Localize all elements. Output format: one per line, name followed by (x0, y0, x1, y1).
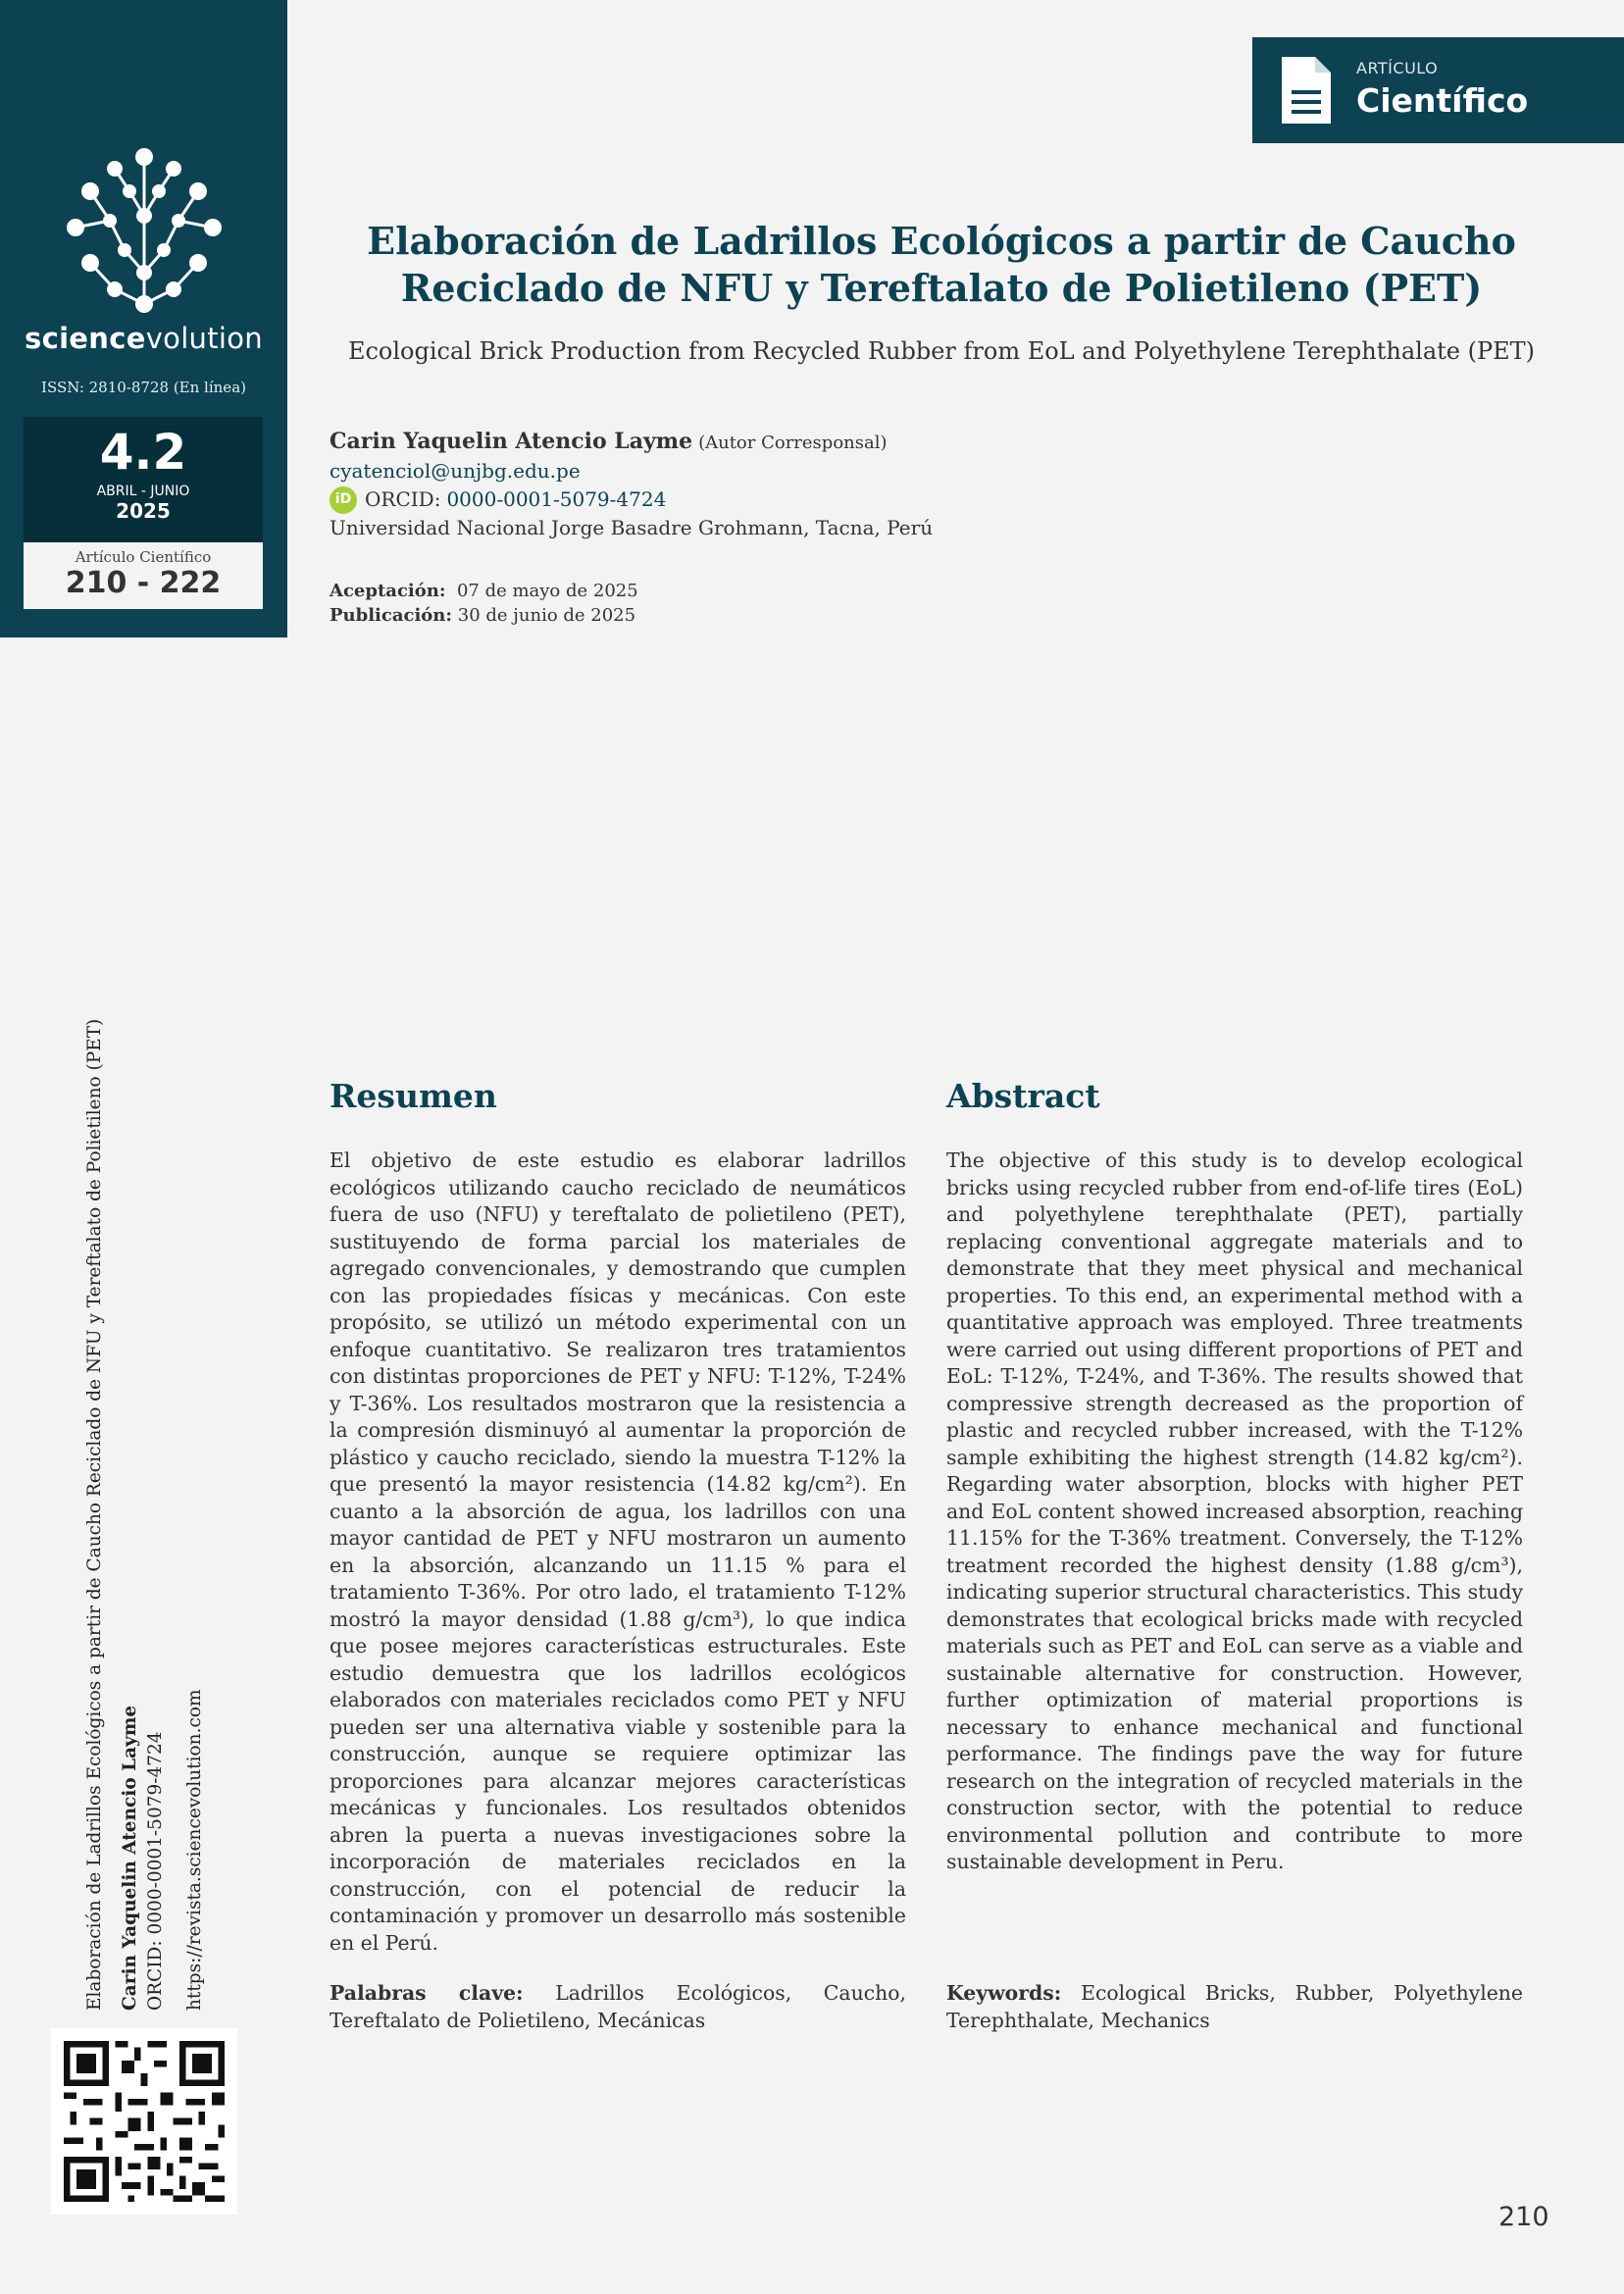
volume-number: 4.2 (99, 424, 187, 481)
page-number: 210 (1498, 2202, 1549, 2232)
author-name: Carin Yaquelin Atencio Layme (330, 429, 693, 454)
article-type-badge (1252, 37, 1624, 143)
orcid-label: ORCID: (365, 487, 441, 511)
page-range: 210 - 222 (65, 566, 222, 600)
side-citation (78, 932, 235, 2011)
volume-period: ABRIL - JUNIO (96, 484, 190, 499)
resumen-keywords (330, 1980, 906, 2034)
article-title (324, 218, 1559, 312)
side-citation-title: Elaboración de Ladrillos Ecológicos a partir de Caucho Reciclado de NFU y Tereftalato de Polietileno (PET) (84, 1018, 105, 2011)
author-affiliation: Universidad Nacional Jorge Basadre Grohmann, Tacna, Perú (330, 516, 934, 539)
title-line-1: Elaboración de Ladrillos Ecológicos a partir de Caucho (367, 219, 1516, 263)
side-citation-author: Carin Yaquelin Atencio Layme (120, 1705, 140, 2011)
document-icon (1278, 53, 1335, 127)
orcid-row (330, 485, 933, 514)
qr-code-icon[interactable] (51, 2028, 237, 2215)
keywords-label-es: Palabras clave: (330, 1981, 524, 2005)
keywords-es: Ladrillos Ecológicos, Caucho, Tereftalato de Polietileno, Mecánicas (330, 1981, 907, 2032)
abstract-keywords (946, 1980, 1523, 2034)
orcid-icon: iD (330, 486, 357, 514)
article-subtitle: Ecological Brick Production from Recycled Rubber from EoL and Polyethylene Terephthalate (PET) (347, 337, 1536, 365)
author-email-link[interactable]: cyatenciol@unjbg.edu.pe (330, 459, 581, 483)
issn: ISSN: 2810-8728 (En línea) (41, 379, 246, 396)
acceptance-date: 07 de mayo de 2025 (456, 581, 638, 601)
molecule-network-icon (61, 147, 228, 314)
volume-year: 2025 (116, 499, 171, 523)
author-role: (Autor Corresponsal) (698, 433, 888, 453)
publication-date: 30 de junio de 2025 (457, 605, 636, 626)
abstract-text: The objective of this study is to develop ecological bricks using recycled rubber from end-of-life tires (EoL) and polyethylene terephthalate (PET), partially replacing conventional aggregate materials and to demonstrate that they meet physical and mechanical properties. To this end, an experimental method with a quantitative approach was employed. Three treatments were carried out using different proportions of PET and EoL: T-12%, T-24%, and T-36%. The results showed that compressive strength decreased as the proportion of plastic and recycled rubber increased, with the T-12% sample exhibiting the highest strength (14.82 kg/cm²). Regarding water absorption, blocks with higher PET and EoL content showed increased absorption, reaching 11.15% for the T-36% treatment. Conversely, the T-12% treatment recorded the highest density (1.88 g/cm³), indicating superior structural characteristics. This study demonstrates that ecological bricks made with recycled materials such as PET and EoL can serve as a viable and sustainable alternative for construction. However, further optimization of material proportions is necessary to enhance mechanical and functional performance. The findings pave the way for future research on the integration of recycled materials in the construction sector, with the potential to reduce environmental pollution and contribute to more sustainable development in Peru. (946, 1148, 1524, 1873)
article-type-label: Artículo Científico (75, 548, 212, 566)
side-citation-orcid: ORCID: 0000-0001-5079-4724 (145, 1731, 166, 2011)
pages-box (24, 542, 263, 609)
resumen-text: El objetivo de este estudio es elaborar ladrillos ecológicos utilizando caucho reciclado de neumáticos fuera de uso (NFU) y tereftalato de polietileno (PET), sustituyendo de forma parcial los materiales de agregado convencionales, y demostrando que cumplen con las propiedades físicas y mecánicas. Con este propósito, se utilizó un método experimental con un enfoque cuantitativo. Se realizaron tres tratamientos con distintas proporciones de PET y NFU: T-12%, T-24% y T-36%. Los resultados mostraron que la resistencia a la compresión disminuyó al aumentar la proporción de plástico y caucho reciclado, siendo la muestra T-12% la que presentó la mayor resistencia (14.82 kg/cm²). En cuanto a la absorción de agua, los ladrillos con una mayor cantidad de PET y NFU mostraron un aumento en la absorción, alcanzando un 11.15 % para el tratamiento T-36%. Por otro lado, el tratamiento T-12% mostró la mayor densidad (1.88 g/cm³), lo que indica que posee mejores características estructurales. Este estudio demuestra que los ladrillos ecológicos elaborados con materiales reciclados como PET y NFU pueden ser una alternativa viable y sostenible para la construcción, aunque se requiere optimizar las proporciones para alcanzar mejores características mecánicas y funcionales. Los resultados obtenidos abren la puerta a nuevas investigaciones sobre la incorporación de materiales reciclados en la construcción, con el potencial de reducir la contaminación y promover un desarrollo más sostenible en el Perú. (330, 1148, 906, 1955)
author-block (330, 428, 933, 542)
side-citation-url[interactable]: https://revista.sciencevolution.com (184, 1689, 205, 2011)
dates-block (330, 579, 638, 628)
journal-brand: sciencevolution (25, 322, 263, 355)
orcid-link[interactable]: 0000-0001-5079-4724 (446, 487, 667, 511)
abstract-heading: Abstract (946, 1077, 1100, 1115)
badge-label-small: ARTÍCULO (1356, 59, 1439, 77)
keywords-label-en: Keywords: (946, 1981, 1062, 2005)
publication-label: Publicación: (330, 605, 453, 626)
journal-sidebar (0, 0, 287, 637)
resumen-heading: Resumen (330, 1077, 497, 1115)
keywords-en: Ecological Bricks, Rubber, Polyethylene Terephthalate, Mechanics (946, 1981, 1524, 2032)
badge-label-big: Científico (1356, 81, 1529, 120)
title-line-2: Reciclado de NFU y Tereftalato de Polietileno (PET) (400, 266, 1483, 310)
volume-box (24, 417, 263, 542)
acceptance-label: Aceptación: (330, 581, 446, 601)
